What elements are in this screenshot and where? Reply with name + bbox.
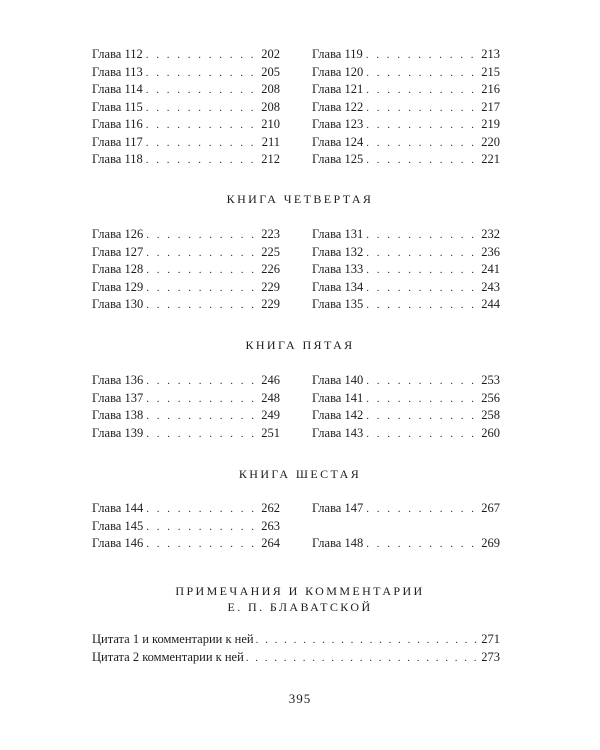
notes-list bbox=[92, 630, 500, 666]
chapter-label: Глава 143 bbox=[312, 425, 364, 440]
toc-entry[interactable] bbox=[92, 425, 280, 443]
dot-leader bbox=[366, 536, 475, 554]
toc-section-book-4 bbox=[92, 226, 500, 314]
page-ref: 211 bbox=[261, 134, 280, 149]
page-ref: 256 bbox=[481, 390, 500, 405]
chapter-label: Глава 119 bbox=[312, 47, 363, 61]
page-ref: 217 bbox=[481, 99, 500, 114]
page-ref: 262 bbox=[261, 501, 280, 515]
chapter-label: Глава 137 bbox=[92, 390, 144, 405]
chapter-label: Глава 133 bbox=[312, 262, 364, 276]
toc-entry[interactable] bbox=[92, 630, 500, 648]
dot-leader bbox=[146, 152, 255, 170]
toc-entry[interactable] bbox=[312, 279, 500, 297]
toc-entry[interactable] bbox=[312, 535, 500, 553]
page-ref: 226 bbox=[261, 262, 280, 276]
chapter-label: Глава 125 bbox=[312, 152, 364, 166]
toc-entry[interactable] bbox=[312, 407, 500, 425]
page-ref: 260 bbox=[481, 425, 500, 440]
chapter-label: Глава 145 bbox=[92, 518, 144, 533]
toc-right-column bbox=[312, 500, 500, 553]
dot-leader bbox=[146, 227, 255, 245]
chapter-label: Глава 126 bbox=[92, 227, 144, 241]
note-label: Цитата 1 и комментарии к ней bbox=[92, 632, 254, 646]
page-ref: 263 bbox=[261, 518, 280, 533]
page-number: 395 bbox=[288, 691, 312, 706]
dot-leader bbox=[146, 408, 255, 426]
chapter-label: Глава 138 bbox=[92, 408, 144, 422]
page-ref: 251 bbox=[261, 425, 280, 440]
toc-entry[interactable] bbox=[312, 296, 500, 314]
chapter-label: Глава 112 bbox=[92, 47, 143, 61]
dot-leader bbox=[366, 501, 475, 519]
toc-entry[interactable] bbox=[92, 226, 280, 244]
page-ref: 202 bbox=[261, 47, 280, 61]
dot-leader bbox=[366, 135, 475, 153]
section-heading: КНИГА ПЯТАЯ bbox=[245, 338, 355, 352]
page-ref: 246 bbox=[261, 373, 280, 387]
note-label: Цитата 2 комментарии к ней bbox=[92, 650, 244, 664]
dot-leader bbox=[146, 501, 255, 519]
toc-entry[interactable] bbox=[92, 372, 280, 390]
page-ref: 208 bbox=[261, 82, 280, 96]
page-ref: 216 bbox=[481, 82, 500, 96]
toc-entry[interactable] bbox=[92, 64, 280, 82]
chapter-label: Глава 144 bbox=[92, 501, 144, 515]
dot-leader bbox=[146, 519, 255, 537]
chapter-label: Глава 141 bbox=[312, 390, 364, 405]
toc-section-book-6 bbox=[92, 500, 500, 553]
toc-entry[interactable] bbox=[92, 279, 280, 297]
chapter-label: Глава 134 bbox=[312, 279, 364, 294]
dot-leader bbox=[366, 262, 475, 280]
page-ref: 221 bbox=[481, 152, 500, 166]
dot-leader bbox=[146, 536, 255, 554]
toc-entry[interactable] bbox=[312, 425, 500, 443]
chapter-label: Глава 118 bbox=[92, 152, 143, 166]
toc-entry[interactable] bbox=[92, 407, 280, 425]
section-heading: КНИГА ШЕСТАЯ bbox=[238, 467, 362, 481]
chapter-label: Глава 122 bbox=[312, 99, 364, 114]
toc-entry[interactable] bbox=[92, 116, 280, 134]
page-ref: 267 bbox=[481, 501, 500, 515]
toc-entry[interactable] bbox=[312, 372, 500, 390]
toc-entry[interactable] bbox=[92, 296, 280, 314]
dot-leader bbox=[366, 227, 475, 245]
toc-entry[interactable] bbox=[92, 81, 280, 99]
page-ref: 244 bbox=[481, 297, 500, 311]
page-ref: 229 bbox=[261, 279, 280, 294]
toc-entry[interactable] bbox=[312, 116, 500, 134]
toc-right-column bbox=[312, 372, 500, 442]
dot-leader bbox=[146, 47, 255, 65]
dot-leader bbox=[146, 82, 255, 100]
notes-heading-line1: ПРИМЕЧАНИЯ И КОММЕНТАРИИ bbox=[175, 584, 425, 598]
toc-entry[interactable] bbox=[312, 64, 500, 82]
dot-leader bbox=[366, 47, 475, 65]
dot-leader bbox=[366, 100, 475, 118]
page-ref: 273 bbox=[481, 650, 500, 664]
toc-right-column bbox=[312, 226, 500, 314]
toc-entry[interactable] bbox=[92, 99, 280, 117]
chapter-label: Глава 116 bbox=[92, 117, 143, 131]
chapter-label: Глава 132 bbox=[312, 244, 364, 259]
chapter-label: Глава 117 bbox=[92, 134, 143, 149]
notes-heading-line2: Е. П. БЛАВАТСКОЙ bbox=[227, 600, 373, 614]
chapter-label: Глава 139 bbox=[92, 425, 144, 440]
chapter-label: Глава 123 bbox=[312, 117, 364, 131]
toc-left-column bbox=[92, 500, 280, 553]
page-ref: 269 bbox=[481, 536, 500, 550]
toc-entry[interactable] bbox=[312, 390, 500, 408]
toc-entry[interactable] bbox=[312, 261, 500, 279]
page-ref: 249 bbox=[261, 408, 280, 422]
page-ref: 236 bbox=[481, 244, 500, 259]
dot-leader bbox=[146, 245, 255, 263]
page-ref: 229 bbox=[261, 297, 280, 311]
toc-entry[interactable] bbox=[312, 81, 500, 99]
toc-entry[interactable] bbox=[92, 500, 280, 518]
dot-leader bbox=[366, 373, 475, 391]
toc-entry[interactable] bbox=[312, 226, 500, 244]
page-ref: 205 bbox=[261, 64, 280, 79]
dot-leader bbox=[366, 408, 475, 426]
dot-leader bbox=[146, 100, 255, 118]
toc-entry[interactable] bbox=[312, 134, 500, 152]
dot-leader bbox=[146, 297, 255, 315]
dot-leader bbox=[146, 426, 255, 444]
toc-section-continuation bbox=[92, 46, 500, 169]
section-heading: КНИГА ЧЕТВЕРТАЯ bbox=[226, 192, 374, 206]
toc-entry[interactable] bbox=[92, 261, 280, 279]
chapter-label: Глава 113 bbox=[92, 64, 143, 79]
chapter-label: Глава 115 bbox=[92, 99, 143, 114]
dot-leader bbox=[366, 426, 475, 444]
page-ref: 219 bbox=[481, 117, 500, 131]
page-ref: 243 bbox=[481, 279, 500, 294]
page-ref: 232 bbox=[481, 227, 500, 241]
toc-entry[interactable] bbox=[312, 151, 500, 169]
dot-leader bbox=[366, 117, 475, 135]
chapter-label: Глава 147 bbox=[312, 501, 364, 515]
toc-entry[interactable] bbox=[92, 535, 280, 553]
toc-entry[interactable] bbox=[312, 99, 500, 117]
dot-leader bbox=[366, 65, 475, 83]
page-ref: 271 bbox=[481, 632, 500, 646]
toc-entry[interactable] bbox=[92, 46, 280, 64]
chapter-label: Глава 136 bbox=[92, 373, 144, 387]
toc-entry[interactable] bbox=[92, 134, 280, 152]
page-ref: 248 bbox=[261, 390, 280, 405]
toc-left-column bbox=[92, 226, 280, 314]
dot-leader bbox=[246, 649, 479, 667]
page-ref: 208 bbox=[261, 99, 280, 114]
toc-entry[interactable] bbox=[92, 390, 280, 408]
toc-left-column bbox=[92, 372, 280, 442]
chapter-label: Глава 128 bbox=[92, 262, 144, 276]
chapter-label: Глава 140 bbox=[312, 373, 364, 387]
dot-leader bbox=[146, 262, 255, 280]
toc-entry[interactable] bbox=[92, 151, 280, 169]
toc-entry[interactable] bbox=[312, 244, 500, 262]
dot-leader bbox=[366, 297, 475, 315]
page-ref: 213 bbox=[481, 47, 500, 61]
chapter-label: Глава 131 bbox=[312, 227, 364, 241]
page-ref: 223 bbox=[261, 227, 280, 241]
page-ref: 215 bbox=[481, 64, 500, 79]
toc-entry[interactable] bbox=[92, 648, 500, 666]
dot-leader bbox=[256, 631, 480, 649]
chapter-label: Глава 127 bbox=[92, 244, 144, 259]
chapter-label: Глава 129 bbox=[92, 279, 144, 294]
toc-section-book-5 bbox=[92, 372, 500, 442]
chapter-label: Глава 146 bbox=[92, 536, 144, 550]
page-ref: 210 bbox=[261, 117, 280, 131]
chapter-label: Глава 130 bbox=[92, 297, 144, 311]
dot-leader bbox=[146, 135, 255, 153]
dot-leader bbox=[146, 373, 255, 391]
chapter-label: Глава 114 bbox=[92, 82, 143, 96]
toc-entry[interactable] bbox=[312, 46, 500, 64]
dot-leader bbox=[366, 391, 475, 409]
dot-leader bbox=[146, 280, 255, 298]
toc-entry[interactable] bbox=[92, 244, 280, 262]
chapter-label: Глава 142 bbox=[312, 408, 364, 422]
dot-leader bbox=[146, 65, 255, 83]
dot-leader bbox=[366, 152, 475, 170]
toc-entry[interactable] bbox=[92, 518, 280, 536]
page-ref: 253 bbox=[481, 373, 500, 387]
toc-entry[interactable] bbox=[312, 500, 500, 518]
dot-leader bbox=[366, 245, 475, 263]
chapter-label: Глава 121 bbox=[312, 82, 364, 96]
page-ref: 258 bbox=[481, 408, 500, 422]
dot-leader bbox=[146, 117, 255, 135]
chapter-label: Глава 148 bbox=[312, 536, 364, 550]
page-ref: 225 bbox=[261, 244, 280, 259]
dot-leader bbox=[366, 280, 475, 298]
chapter-label: Глава 135 bbox=[312, 297, 364, 311]
page-ref: 264 bbox=[261, 536, 280, 550]
dot-leader bbox=[146, 391, 255, 409]
page-ref: 212 bbox=[261, 152, 280, 166]
toc-left-column bbox=[92, 46, 280, 169]
page-ref: 220 bbox=[481, 134, 500, 149]
toc-right-column bbox=[312, 46, 500, 169]
chapter-label: Глава 124 bbox=[312, 134, 364, 149]
page-ref: 241 bbox=[481, 262, 500, 276]
dot-leader bbox=[366, 82, 475, 100]
chapter-label: Глава 120 bbox=[312, 64, 364, 79]
